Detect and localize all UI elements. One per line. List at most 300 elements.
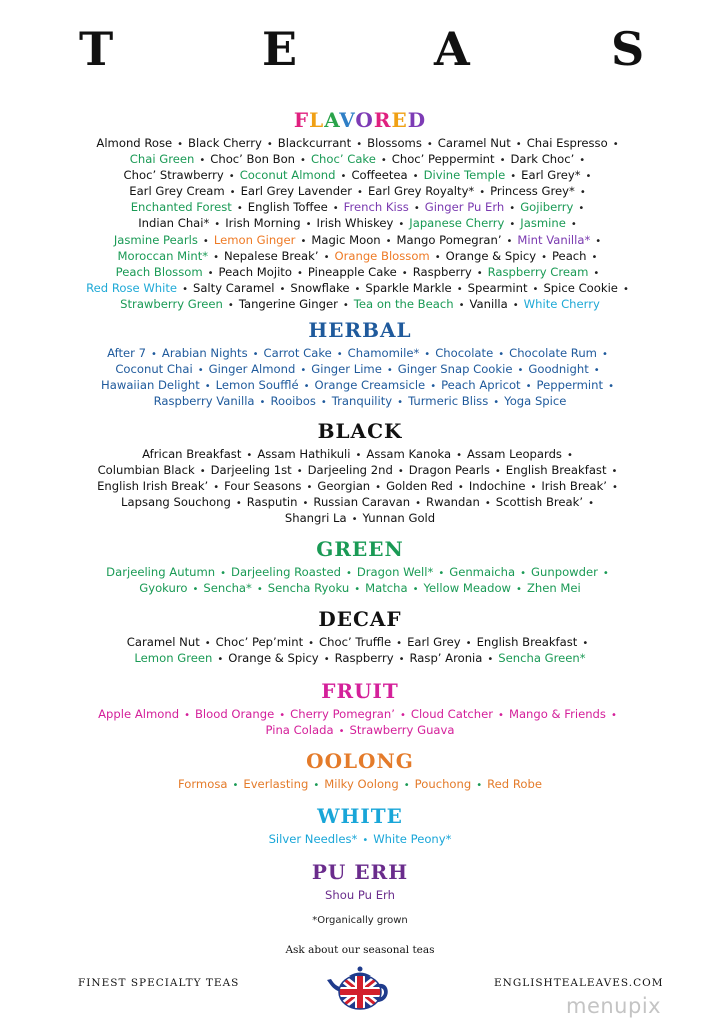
bullet-separator: •: [362, 835, 369, 846]
tea-list: [0, 136, 720, 313]
tea-item: Formosa: [178, 777, 228, 791]
bullet-separator: •: [232, 780, 239, 791]
section-heading-flavored: [0, 108, 720, 132]
bullet-separator: •: [579, 187, 586, 199]
bullet-separator: •: [484, 498, 491, 510]
bullet-separator: •: [593, 267, 600, 279]
bullet-separator: •: [351, 514, 358, 526]
tea-line: [0, 233, 720, 249]
bullet-separator: •: [426, 139, 433, 150]
tea-item: Milky Oolong: [324, 777, 399, 791]
bullet-separator: •: [385, 235, 392, 247]
tea-item: Lemon Green: [134, 651, 213, 666]
tea-item: Golden Red: [386, 479, 453, 494]
bullet-separator: •: [340, 171, 347, 183]
bullet-separator: •: [438, 568, 445, 579]
tea-item: Choc’ Cake: [310, 152, 376, 167]
tea-line: [0, 635, 720, 651]
tea-item: Georgian: [317, 479, 371, 494]
section-heading-fruit: FRUIT: [321, 679, 399, 703]
tea-item: Earl Grey Lavender: [240, 184, 353, 199]
tea-line: [0, 394, 720, 410]
heading-letter: E: [391, 108, 408, 132]
bullet-separator: •: [396, 638, 403, 649]
tea-item: Goodnight: [528, 362, 589, 377]
tea-item: Irish Break’: [541, 479, 607, 494]
tea-item: Four Seasons: [224, 479, 302, 494]
tea-item: Ginger Almond: [208, 362, 296, 377]
bullet-separator: •: [588, 498, 594, 510]
section-heading-black: BLACK: [317, 419, 403, 443]
tea-item: Chocolate Rum: [509, 346, 597, 360]
tea-item: Jasmine Pearls: [113, 232, 198, 247]
tea-item: Choc’ Strawberry: [123, 168, 224, 183]
bullet-separator: •: [457, 482, 464, 494]
footer-website: ENGLISHTEALEAVES.COM: [494, 977, 664, 989]
bullet-separator: •: [279, 283, 286, 295]
bullet-separator: •: [357, 187, 363, 199]
bullet-separator: •: [510, 171, 517, 183]
bullet-separator: •: [199, 466, 206, 478]
bullet-separator: •: [356, 139, 363, 150]
tea-item: Magic Moon: [311, 232, 381, 247]
bullet-separator: •: [591, 251, 598, 263]
tea-item: Raspberry Vanilla: [153, 394, 255, 409]
section-decaf: [0, 607, 720, 667]
bullet-separator: •: [184, 710, 190, 721]
tea-item: Orange Blossom: [334, 248, 430, 263]
tea-line: [0, 447, 720, 463]
heading-letter: O: [355, 108, 374, 132]
title-letter: A: [434, 22, 470, 76]
bullet-separator: •: [204, 381, 211, 393]
section-oolong: [0, 749, 720, 793]
bullet-separator: •: [306, 482, 313, 494]
tea-item: Caramel Nut: [126, 635, 200, 649]
tea-item: Chai Espresso: [526, 136, 608, 150]
section-heading-white: WHITE: [317, 804, 403, 828]
section-green: [0, 537, 720, 597]
bullet-separator: •: [320, 397, 327, 409]
tea-item: Indian Chai*: [138, 216, 210, 231]
tea-item: Sencha*: [203, 581, 252, 596]
tea-item: Moroccan Mint*: [117, 248, 209, 263]
tea-item: Red Robe: [487, 777, 542, 791]
bullet-separator: •: [386, 365, 393, 377]
title-letter: T: [79, 22, 114, 76]
tea-line: [0, 888, 720, 903]
tea-line: [0, 651, 720, 667]
bullet-separator: •: [151, 349, 157, 360]
footer-tagline: FINEST SPECIALTY TEAS: [78, 977, 240, 989]
bullet-separator: •: [214, 219, 221, 231]
tea-item: Columbian Black: [97, 463, 195, 478]
bullet-separator: •: [397, 397, 404, 409]
tea-line: [0, 216, 720, 232]
bullet-separator: •: [412, 584, 419, 596]
tea-item: Assam Leopards: [466, 447, 562, 461]
bullet-separator: •: [593, 365, 600, 377]
tea-item: Rwandan: [426, 495, 480, 510]
tea-item: Darjeeling Roasted: [231, 565, 341, 579]
tea-item: French Kiss: [343, 200, 409, 215]
tea-item: Snowflake: [290, 280, 350, 295]
bullet-separator: •: [199, 155, 206, 167]
bullet-separator: •: [476, 780, 483, 791]
bullet-separator: •: [456, 450, 462, 461]
tea-item: Yellow Meadow: [423, 581, 512, 596]
tea-item: Caramel Nut: [437, 136, 511, 150]
tea-item: Peach Mojito: [218, 264, 292, 279]
tea-item: Darjeeling 2nd: [307, 463, 393, 478]
section-heading-oolong: OOLONG: [306, 749, 414, 773]
bullet-separator: •: [354, 283, 361, 295]
tea-line: [0, 281, 720, 297]
tea-item: Cherry Pomegran’: [290, 707, 395, 721]
bullet-separator: •: [300, 235, 307, 247]
tea-item: White Cherry: [523, 296, 600, 311]
tea-item: Peppermint: [536, 378, 604, 393]
tea-item: Ginger Snap Cookie: [397, 362, 513, 377]
tea-item: Matcha: [365, 581, 408, 596]
tea-line: [0, 581, 720, 597]
organic-footnote: *Organically grown: [312, 915, 408, 926]
bullet-separator: •: [227, 299, 234, 311]
tea-line: [0, 495, 720, 511]
bullet-separator: •: [610, 710, 617, 721]
tea-list: [0, 447, 720, 527]
tea-item: Lemon Ginger: [213, 232, 296, 247]
tea-item: Raspberry: [412, 264, 472, 279]
bullet-separator: •: [517, 365, 524, 377]
bullet-separator: •: [579, 155, 586, 167]
tea-item: Earl Grey: [407, 635, 461, 649]
heading-letter: D: [407, 108, 427, 132]
heading-letter: L: [309, 108, 325, 132]
tea-list: [0, 777, 720, 793]
bullet-separator: •: [213, 482, 220, 494]
bullet-separator: •: [354, 584, 361, 596]
bullet-separator: •: [397, 466, 404, 478]
bullet-separator: •: [434, 251, 441, 263]
tea-item: Genmaicha: [449, 565, 516, 579]
bullet-separator: •: [336, 349, 343, 360]
tea-item: Shangri La: [284, 511, 347, 526]
bullet-separator: •: [601, 349, 608, 360]
bullet-separator: •: [345, 568, 352, 579]
seasonal-note: Ask about our seasonal teas: [285, 944, 435, 956]
bullet-separator: •: [487, 654, 494, 666]
tea-item: Dragon Well*: [356, 565, 434, 579]
bullet-separator: •: [520, 568, 527, 579]
bullet-separator: •: [415, 498, 422, 510]
section-flavored: [0, 108, 720, 313]
bullet-separator: •: [509, 219, 516, 231]
bullet-separator: •: [498, 710, 504, 721]
bullet-separator: •: [202, 235, 209, 247]
tea-item: Raspberry Cream: [487, 264, 589, 279]
tea-item: Chamomile*: [347, 346, 420, 360]
tea-item: Peach Blossom: [115, 264, 203, 279]
tea-item: African Breakfast: [142, 447, 242, 461]
bullet-separator: •: [375, 482, 382, 494]
tea-item: Choc’ Bon Bon: [210, 152, 296, 167]
tea-item: Divine Temple: [423, 168, 506, 183]
bullet-separator: •: [424, 349, 431, 360]
bullet-separator: •: [296, 267, 303, 279]
tea-item: Earl Grey Cream: [129, 184, 225, 199]
tea-item: Russian Caravan: [313, 495, 411, 510]
tea-item: Silver Needles*: [268, 832, 358, 846]
bullet-separator: •: [303, 381, 310, 393]
tea-item: Zhen Mei: [526, 581, 581, 596]
tea-item: Blossoms: [367, 136, 422, 150]
tea-item: English Breakfast: [476, 635, 578, 649]
section-puerh: [0, 860, 720, 903]
tea-item: Assam Kanoka: [366, 447, 452, 461]
bullet-separator: •: [622, 283, 629, 295]
bullet-separator: •: [608, 381, 614, 393]
tea-item: Choc’ Peppermint: [391, 152, 495, 167]
bullet-separator: •: [342, 299, 349, 311]
section-black: [0, 419, 720, 527]
bullet-separator: •: [338, 726, 345, 738]
bullet-separator: •: [585, 171, 592, 183]
bullet-separator: •: [398, 654, 405, 666]
section-fruit: [0, 679, 720, 739]
tea-line: [0, 297, 720, 313]
tea-item: Indochine: [468, 479, 526, 494]
tea-item: Mango & Friends: [508, 707, 606, 721]
tea-list: [0, 888, 720, 903]
tea-item: Japanese Cherry: [409, 216, 505, 231]
tea-line: [0, 136, 720, 152]
bullet-separator: •: [530, 482, 537, 494]
tea-item: Coconut Almond: [239, 168, 336, 183]
tea-item: White Peony*: [373, 832, 452, 846]
bullet-separator: •: [458, 299, 465, 311]
bullet-separator: •: [493, 397, 500, 409]
tea-line: [0, 565, 720, 581]
tea-item: Shou Pu Erh: [325, 888, 395, 902]
tea-item: Mint Vanilla*: [517, 232, 591, 247]
bullet-separator: •: [532, 283, 539, 295]
tea-item: Rasp’ Aronia: [409, 651, 483, 666]
tea-item: Irish Whiskey: [316, 216, 394, 231]
bullet-separator: •: [300, 155, 306, 167]
section-white: [0, 804, 720, 848]
bullet-separator: •: [479, 187, 486, 199]
tea-line: [0, 362, 720, 378]
tea-item: Gyokuro: [139, 581, 188, 596]
bullet-separator: •: [582, 638, 589, 649]
tea-item: Dragon Pearls: [408, 463, 490, 478]
tea-item: Strawberry Guava: [349, 723, 455, 738]
bullet-separator: •: [192, 584, 199, 596]
tea-item: Black Cherry: [188, 136, 262, 150]
bullet-separator: •: [300, 365, 307, 377]
heading-letter: F: [293, 108, 310, 132]
tea-item: Hawaiian Delight: [101, 378, 200, 393]
bullet-separator: •: [413, 203, 420, 215]
tea-list: [0, 346, 720, 410]
tea-line: [0, 184, 720, 200]
tea-item: Sencha Green*: [498, 651, 586, 666]
bullet-separator: •: [229, 187, 236, 199]
section-heading-herbal: HERBAL: [308, 318, 412, 342]
tea-item: Salty Caramel: [192, 280, 275, 295]
tea-item: Chocolate: [435, 346, 494, 360]
bullet-separator: •: [412, 171, 419, 183]
bullet-separator: •: [578, 203, 585, 215]
bullet-separator: •: [611, 482, 618, 494]
tea-item: English Toffee: [247, 200, 328, 215]
title-letter: E: [262, 22, 298, 76]
tea-item: Gojiberry: [520, 200, 574, 215]
bullet-separator: •: [355, 450, 362, 461]
heading-letter: A: [324, 108, 340, 132]
section-heading-decaf: DECAF: [318, 607, 402, 631]
tea-item: Earl Grey Royalty*: [367, 184, 475, 199]
tea-line: [0, 479, 720, 495]
bullet-separator: •: [252, 349, 259, 360]
tea-item: Yunnan Gold: [362, 511, 436, 526]
bullet-separator: •: [506, 235, 513, 247]
tea-item: Enchanted Forest: [130, 200, 232, 215]
bullet-separator: •: [182, 283, 188, 295]
tea-line: [0, 777, 720, 793]
tea-item: Irish Morning: [225, 216, 301, 231]
bullet-separator: •: [313, 780, 320, 791]
tea-line: [0, 168, 720, 184]
tea-item: Pina Colada: [265, 723, 334, 738]
tea-line: [0, 200, 720, 216]
bullet-separator: •: [525, 381, 532, 393]
tea-item: Tea on the Beach: [353, 296, 454, 311]
tea-item: Ginger Lime: [311, 362, 382, 377]
tea-item: Rasputin: [246, 495, 298, 510]
bullet-separator: •: [612, 139, 619, 150]
tea-item: Scottish Break’: [495, 495, 584, 510]
tea-item: Orange Creamsicle: [314, 378, 426, 393]
tea-item: Arabian Nights: [161, 346, 248, 360]
tea-list: [0, 635, 720, 667]
bullet-separator: •: [465, 638, 472, 649]
bullet-separator: •: [430, 381, 437, 393]
bullet-separator: •: [256, 584, 263, 596]
tea-item: Orange & Spicy: [228, 651, 319, 666]
tea-item: English Irish Break’: [97, 479, 209, 494]
bullet-separator: •: [476, 267, 483, 279]
bullet-separator: •: [323, 654, 330, 666]
tea-item: Orange & Spicy: [445, 248, 537, 263]
heading-letter: R: [373, 108, 392, 132]
tea-item: Pineapple Cake: [307, 264, 397, 279]
section-herbal: [0, 318, 720, 410]
tea-item: Lemon Soufflé: [215, 378, 299, 393]
tea-item: Chai Green: [129, 152, 195, 167]
heading-letter: V: [339, 108, 356, 132]
tea-item: Pouchong: [414, 777, 472, 791]
bullet-separator: •: [207, 267, 214, 279]
tea-item: Spearmint: [467, 280, 528, 295]
bullet-separator: •: [228, 171, 235, 183]
tea-item: Earl Grey*: [521, 168, 581, 183]
bullet-separator: •: [259, 397, 266, 409]
tea-item: Peach Apricot: [441, 378, 521, 393]
bullet-separator: •: [302, 498, 309, 510]
tea-item: Blackcurrant: [277, 136, 352, 150]
bullet-separator: •: [236, 203, 243, 215]
bullet-separator: •: [213, 251, 219, 263]
tea-line: [0, 511, 720, 527]
tea-line: [0, 249, 720, 265]
section-heading-green: GREEN: [316, 537, 404, 561]
tea-item: Choc’ Pep’mint: [215, 635, 304, 649]
tea-item: Rooibos: [270, 394, 316, 409]
bullet-separator: •: [456, 283, 463, 295]
watermark-logo: menupix: [566, 994, 662, 1018]
bullet-separator: •: [398, 219, 405, 231]
tea-item: Princess Grey*: [490, 184, 575, 199]
tea-item: Turmeric Bliss: [408, 394, 489, 409]
tea-item: Sencha Ryoku: [267, 581, 350, 596]
tea-item: Vanilla: [469, 296, 508, 311]
bullet-separator: •: [296, 466, 303, 478]
tea-list: [0, 565, 720, 597]
tea-item: Cloud Catcher: [410, 707, 494, 721]
bullet-separator: •: [611, 466, 618, 478]
tea-item: Raspberry: [334, 651, 394, 666]
bullet-separator: •: [512, 299, 519, 311]
tea-item: Blood Orange: [194, 707, 275, 721]
bullet-separator: •: [401, 267, 408, 279]
bullet-separator: •: [220, 568, 227, 579]
tea-item: Jasmine: [520, 216, 566, 231]
tea-item: Gunpowder: [531, 565, 598, 579]
bullet-separator: •: [516, 584, 522, 596]
bullet-separator: •: [235, 498, 242, 510]
bullet-separator: •: [266, 139, 273, 150]
title-letter: S: [611, 22, 645, 76]
tea-item: Coconut Chai: [115, 362, 193, 377]
tea-item: Tranquility: [331, 394, 393, 409]
tea-item: Nepalese Break’: [223, 248, 319, 263]
tea-item: Coffeetea: [351, 168, 408, 183]
bullet-separator: •: [515, 139, 522, 150]
tea-item: Carrot Cake: [263, 346, 332, 360]
bullet-separator: •: [217, 654, 224, 666]
bullet-separator: •: [246, 450, 253, 461]
bullet-separator: •: [279, 710, 286, 721]
bullet-separator: •: [323, 251, 330, 263]
tea-line: [0, 378, 720, 394]
tea-item: Dark Choc’: [510, 152, 575, 167]
section-heading-puerh: PU ERH: [311, 860, 409, 884]
tea-item: Sparkle Markle: [365, 280, 452, 295]
tea-list: [0, 707, 720, 739]
tea-item: Mango Pomegran’: [396, 232, 502, 247]
tea-item: Ginger Pu Erh: [424, 200, 505, 215]
bullet-separator: •: [308, 638, 315, 649]
tea-line: [0, 265, 720, 281]
tea-item: After 7: [107, 346, 146, 360]
tea-item: Yoga Spice: [504, 394, 567, 409]
bullet-separator: •: [498, 349, 505, 360]
tea-item: Apple Almond: [98, 707, 180, 721]
bullet-separator: •: [204, 638, 211, 649]
bullet-separator: •: [305, 219, 312, 231]
